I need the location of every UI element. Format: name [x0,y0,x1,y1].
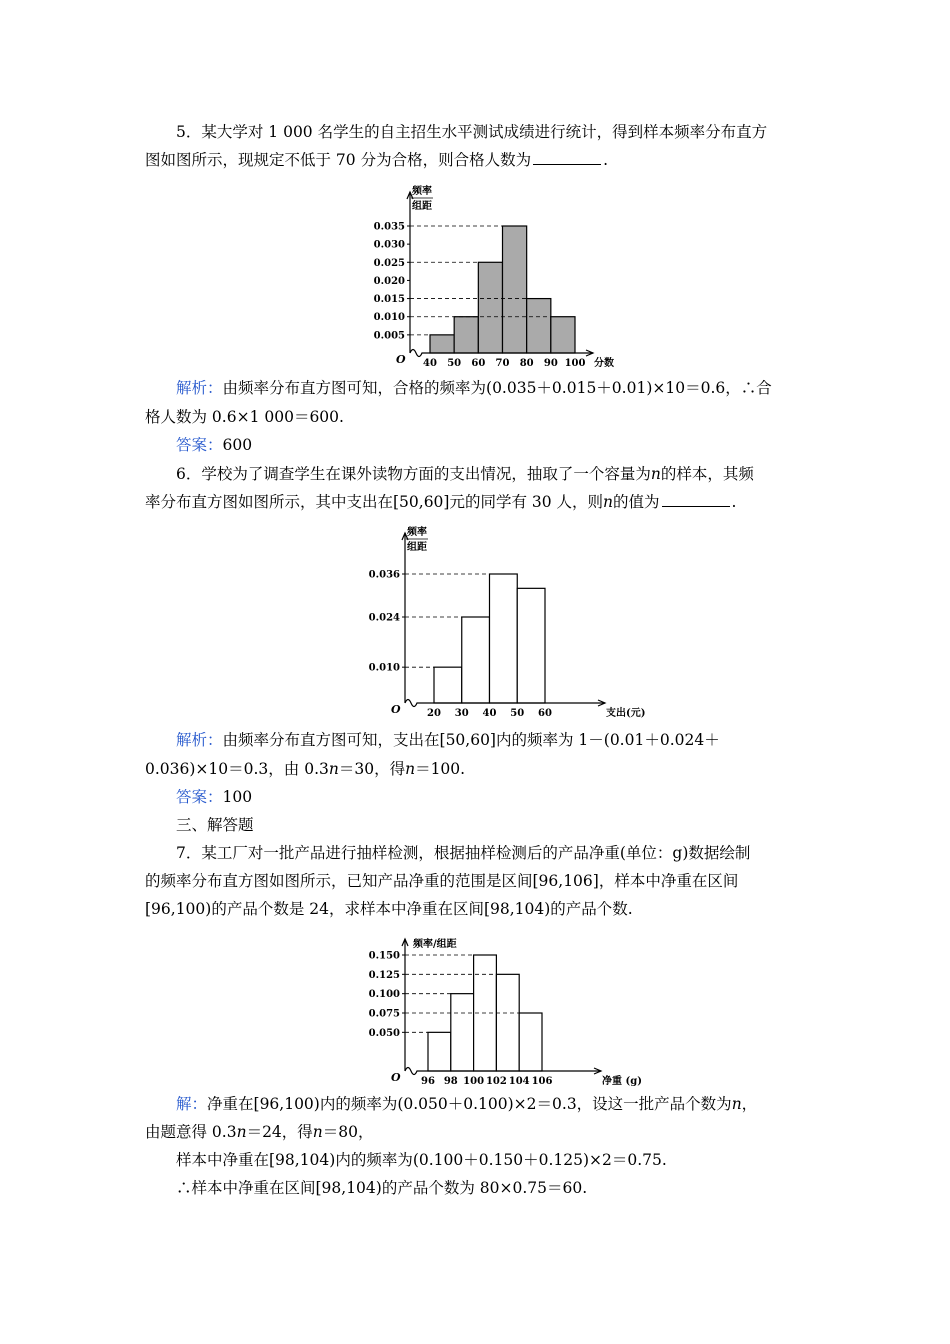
y-axis-label-top: 频率 [407,527,427,538]
histogram-bar [503,226,527,353]
y-axis-label-top: 频率 [412,186,432,197]
q6-answer [176,785,826,809]
x-tick-label: 40 [423,358,437,369]
histogram-bar [517,588,545,703]
answer-label: 答案： [176,436,223,454]
histogram-bar [478,262,502,353]
x-tick-label: 100 [564,358,586,369]
y-tick-label: 0.020 [373,275,405,287]
q7-solution-line2 [145,1120,825,1144]
y-tick-label: 0.050 [368,1027,400,1039]
x-tick-label: 80 [519,358,534,369]
q5-answer [176,433,826,457]
y-axis-label-bottom: 组距 [407,542,427,553]
x-tick-label: 30 [454,708,469,719]
histogram-bar [451,994,474,1071]
y-tick-label: 0.035 [373,221,405,233]
var-n: n [328,760,339,778]
histogram-bar [454,317,478,353]
section-heading: 三、解答题 [176,816,254,834]
q7-solution-line4: ∴样本中净重在区间[98,104)的产品个数为 80×0.75＝60. [176,1179,588,1197]
x-tick-label: 106 [531,1076,553,1087]
x-tick-label: 20 [427,708,441,719]
var-n: n [731,1095,742,1113]
x-tick-label: 96 [421,1076,435,1087]
histogram-bar [490,574,518,703]
y-axis-label: 频率/组距 [413,939,457,950]
answer-blank [533,150,601,165]
origin-label: O [391,1071,401,1084]
y-axis-label-bottom: 组距 [412,201,432,212]
histogram-weight [365,928,642,1090]
q7-stem-line1: 7．某工厂对一批产品进行抽样检测，根据抽样检测后的产品净重(单位：g)数据绘制 [176,844,751,862]
q6-stem-text: 6．学校为了调查学生在课外读物方面的支出情况，抽取了一个容量为 [176,465,651,483]
x-tick-label: 104 [508,1076,530,1087]
x-tick-label: 50 [447,358,462,369]
histogram-bar [527,299,551,353]
x-axis-label: 分数 [594,358,614,369]
x-tick-label: 90 [543,358,558,369]
q6-stem-text: 的样本，其频 [660,465,754,483]
q6-analysis-line1 [176,728,826,752]
x-tick-label: 70 [495,358,510,369]
y-tick-label: 0.015 [373,294,405,306]
x-axis-label: 净重 (g) [602,1076,642,1087]
x-tick-label: 50 [510,708,525,719]
var-n: n [603,493,614,511]
histogram-spending [365,515,646,725]
q5-answer-value: 600 [222,436,253,454]
y-tick-label: 0.030 [373,239,405,251]
var-n: n [236,1123,247,1141]
y-tick-label: 0.036 [368,569,400,581]
q7-stem-line3: [96,100)的产品个数是 24，求样本中净重在区间[98,104)的产品个数. [145,900,633,918]
q6-analysis-text: ＝100. [415,760,466,778]
q6-stem-text: 率分布直方图如图所示，其中支出在[50,60]元的同学有 30 人，则 [145,493,604,511]
q5-analysis-line1 [176,376,826,400]
q7-solution-text: ， [741,1095,758,1113]
q5-analysis-line2: 格人数为 0.6×1 000＝600. [145,408,344,426]
var-n: n [312,1123,323,1141]
x-tick-label: 100 [463,1076,485,1087]
histogram-scores [365,180,635,372]
answer-blank [662,492,730,507]
analysis-label: 解析： [176,731,223,749]
y-tick-label: 0.125 [368,969,400,981]
solution-label: 解： [176,1095,208,1113]
y-tick-label: 0.010 [368,662,400,674]
q6-analysis-text: 由频率分布直方图可知，支出在[50,60]内的频率为 1－(0.01＋0.024＋ [222,731,720,749]
origin-label: O [391,703,401,716]
histogram-bar [462,617,490,703]
y-tick-label: 0.010 [373,312,405,324]
q7-solution-text: ＝24，得 [246,1123,313,1141]
x-tick-label: 60 [471,358,486,369]
y-tick-label: 0.150 [368,950,400,962]
q6-stem-end: . [731,493,737,511]
q5-stem-end: . [603,151,609,169]
histogram-bar [551,317,575,353]
q5-stem-text: 图如图所示，现规定不低于 70 分为合格，则合格人数为 [145,151,532,169]
var-n: n [650,465,661,483]
y-tick-label: 0.100 [368,989,400,1001]
q5-analysis-text: 由频率分布直方图可知，合格的频率为(0.035＋0.015＋0.01)×10＝0.6，∴合 [222,379,772,397]
histogram-bar [430,335,454,353]
origin-label: O [396,353,406,366]
q7-stem-line2: 的频率分布直方图如图所示，已知产品净重的范围是区间[96,106]，样本中净重在区间 [145,872,739,890]
x-axis-label: 支出(元) [606,708,646,719]
q6-answer-value: 100 [222,788,253,806]
y-tick-label: 0.005 [373,330,405,342]
q7-solution-text: ＝80， [322,1123,374,1141]
x-tick-label: 102 [485,1076,507,1087]
q6-stem-line1 [176,462,826,486]
q6-stem-line2 [145,490,825,514]
q7-solution-line3: 样本中净重在[98,104)内的频率为(0.100＋0.150＋0.125)×2＝0.75. [176,1151,667,1169]
q6-stem-text: 的值为 [613,493,660,511]
histogram-bar [428,1032,451,1071]
var-n: n [405,760,416,778]
q6-analysis-text: ＝30，得 [338,760,406,778]
q7-solution-text: 净重在[96,100)内的频率为(0.050＋0.100)×2＝0.3，设这一批产品个数为 [207,1095,732,1113]
q5-stem-line2 [145,148,825,172]
x-tick-label: 40 [482,708,497,719]
q7-solution-line1 [176,1092,826,1116]
x-tick-label: 98 [443,1076,458,1087]
histogram-bar [496,974,519,1071]
q5-stem-line1: 5．某大学对 1 000 名学生的自主招生水平测试成绩进行统计，得到样本频率分布直方 [176,123,768,141]
q7-solution-text: 由题意得 0.3 [145,1123,237,1141]
y-tick-label: 0.075 [368,1008,400,1020]
answer-label: 答案： [176,788,223,806]
y-tick-label: 0.025 [373,257,405,269]
analysis-label: 解析： [176,379,223,397]
q6-analysis-line2 [145,757,825,781]
histogram-bar [434,667,462,703]
q6-analysis-text: 0.036)×10＝0.3，由 0.3 [145,760,329,778]
x-tick-label: 60 [538,708,552,719]
histogram-bar [519,1013,542,1071]
y-tick-label: 0.024 [368,612,400,624]
